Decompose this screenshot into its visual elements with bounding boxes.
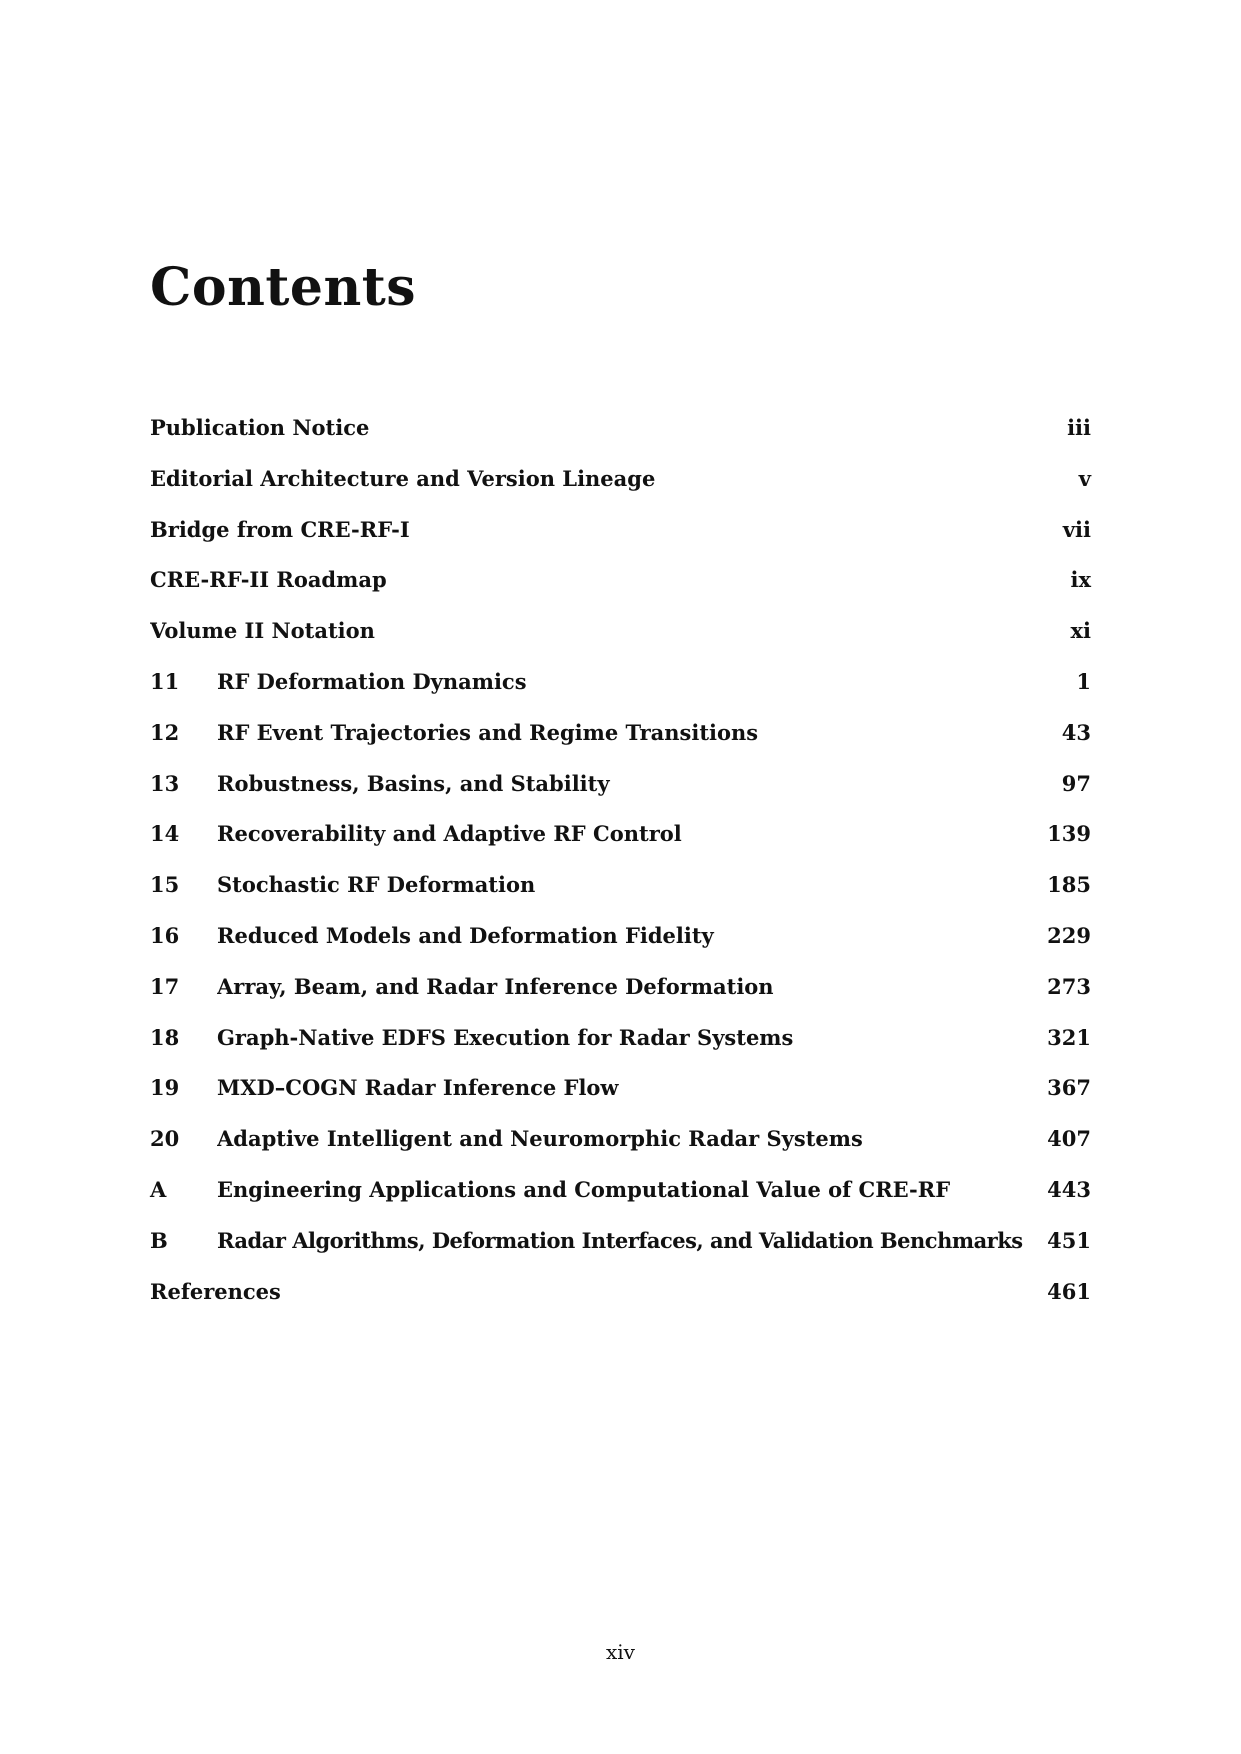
table-of-contents	[150, 415, 1091, 1329]
toc-entry-title: CRE-RF-II Roadmap	[150, 567, 387, 593]
toc-entry-page: 1	[1076, 668, 1091, 694]
toc-entry-page: 407	[1047, 1126, 1091, 1152]
toc-entry-title: Editorial Architecture and Version Lineage	[150, 465, 656, 491]
toc-entry-number: 11	[150, 668, 180, 694]
toc-entry-page: 139	[1047, 821, 1091, 847]
toc-entry-number: 13	[150, 770, 180, 796]
toc-entry-chapter-18[interactable]	[150, 1025, 1091, 1076]
toc-entry-number: 14	[150, 821, 180, 847]
toc-entry-page: 461	[1047, 1278, 1091, 1304]
toc-entry-chapter-11[interactable]	[150, 669, 1091, 720]
toc-entry-number: 15	[150, 872, 180, 898]
toc-entry-title: Adaptive Intelligent and Neuromorphic Radar Systems	[217, 1126, 863, 1152]
toc-entry-title: Stochastic RF Deformation	[217, 872, 536, 898]
toc-entry-number: 18	[150, 1024, 180, 1050]
toc-entry-page: 451	[1047, 1227, 1091, 1253]
toc-entry-editorial-architecture[interactable]	[150, 466, 1091, 517]
toc-entry-page: 185	[1047, 872, 1091, 898]
toc-entry-bridge[interactable]	[150, 517, 1091, 568]
toc-entry-page: 273	[1047, 973, 1091, 999]
toc-entry-page: 229	[1047, 922, 1091, 948]
toc-entry-number: 20	[150, 1126, 180, 1152]
toc-entry-title: RF Event Trajectories and Regime Transitions	[217, 719, 759, 745]
toc-entry-page: 367	[1047, 1075, 1091, 1101]
toc-entry-page: xi	[1070, 618, 1091, 644]
toc-entry-number: A	[150, 1176, 167, 1202]
toc-entry-chapter-12[interactable]	[150, 720, 1091, 771]
toc-entry-page: iii	[1067, 415, 1091, 440]
toc-entry-title: Reduced Models and Deformation Fidelity	[217, 922, 714, 948]
toc-entry-title: Robustness, Basins, and Stability	[217, 770, 610, 796]
toc-entry-title: Publication Notice	[150, 415, 370, 440]
toc-entry-number: 16	[150, 922, 180, 948]
toc-entry-chapter-14[interactable]	[150, 821, 1091, 872]
toc-entry-title: RF Deformation Dynamics	[217, 668, 527, 694]
toc-entry-chapter-20[interactable]	[150, 1126, 1091, 1177]
toc-entry-references[interactable]	[150, 1279, 1091, 1330]
toc-entry-title: Volume II Notation	[150, 618, 375, 644]
toc-entry-title: Engineering Applications and Computational Value of CRE-RF	[217, 1176, 951, 1202]
toc-entry-chapter-16[interactable]	[150, 923, 1091, 974]
toc-entry-number: 17	[150, 973, 180, 999]
page-number: xiv	[606, 1640, 635, 1664]
toc-entry-number: 19	[150, 1075, 180, 1101]
toc-entry-number: 12	[150, 719, 180, 745]
toc-entry-notation[interactable]	[150, 618, 1091, 669]
toc-entry-page: 321	[1047, 1024, 1091, 1050]
toc-entry-page: v	[1078, 465, 1091, 491]
toc-entry-title: Recoverability and Adaptive RF Control	[217, 821, 682, 847]
toc-entry-page: 43	[1061, 719, 1091, 745]
toc-entry-page: 443	[1047, 1176, 1091, 1202]
toc-entry-roadmap[interactable]	[150, 567, 1091, 618]
toc-entry-title: MXD–COGN Radar Inference Flow	[217, 1075, 619, 1101]
page-title: Contents	[150, 257, 417, 318]
toc-entry-appendix-a[interactable]	[150, 1177, 1091, 1228]
toc-entry-chapter-19[interactable]	[150, 1075, 1091, 1126]
toc-entry-page: ix	[1070, 567, 1091, 593]
toc-entry-appendix-b[interactable]	[150, 1228, 1091, 1279]
toc-entry-chapter-15[interactable]	[150, 872, 1091, 923]
toc-entry-number: B	[150, 1227, 168, 1253]
toc-entry-page: vii	[1062, 516, 1091, 542]
toc-entry-page: 97	[1061, 770, 1091, 796]
toc-entry-chapter-17[interactable]	[150, 974, 1091, 1025]
toc-entry-title: Radar Algorithms, Deformation Interfaces, and Validation Benchmarks	[217, 1227, 1023, 1253]
toc-entry-chapter-13[interactable]	[150, 771, 1091, 822]
toc-entry-title: Array, Beam, and Radar Inference Deformation	[217, 973, 774, 999]
toc-entry-publication-notice[interactable]	[150, 415, 1091, 466]
toc-entry-title: Graph-Native EDFS Execution for Radar Systems	[217, 1024, 794, 1050]
toc-entry-title: References	[150, 1278, 281, 1304]
toc-entry-title: Bridge from CRE-RF-I	[150, 516, 410, 542]
